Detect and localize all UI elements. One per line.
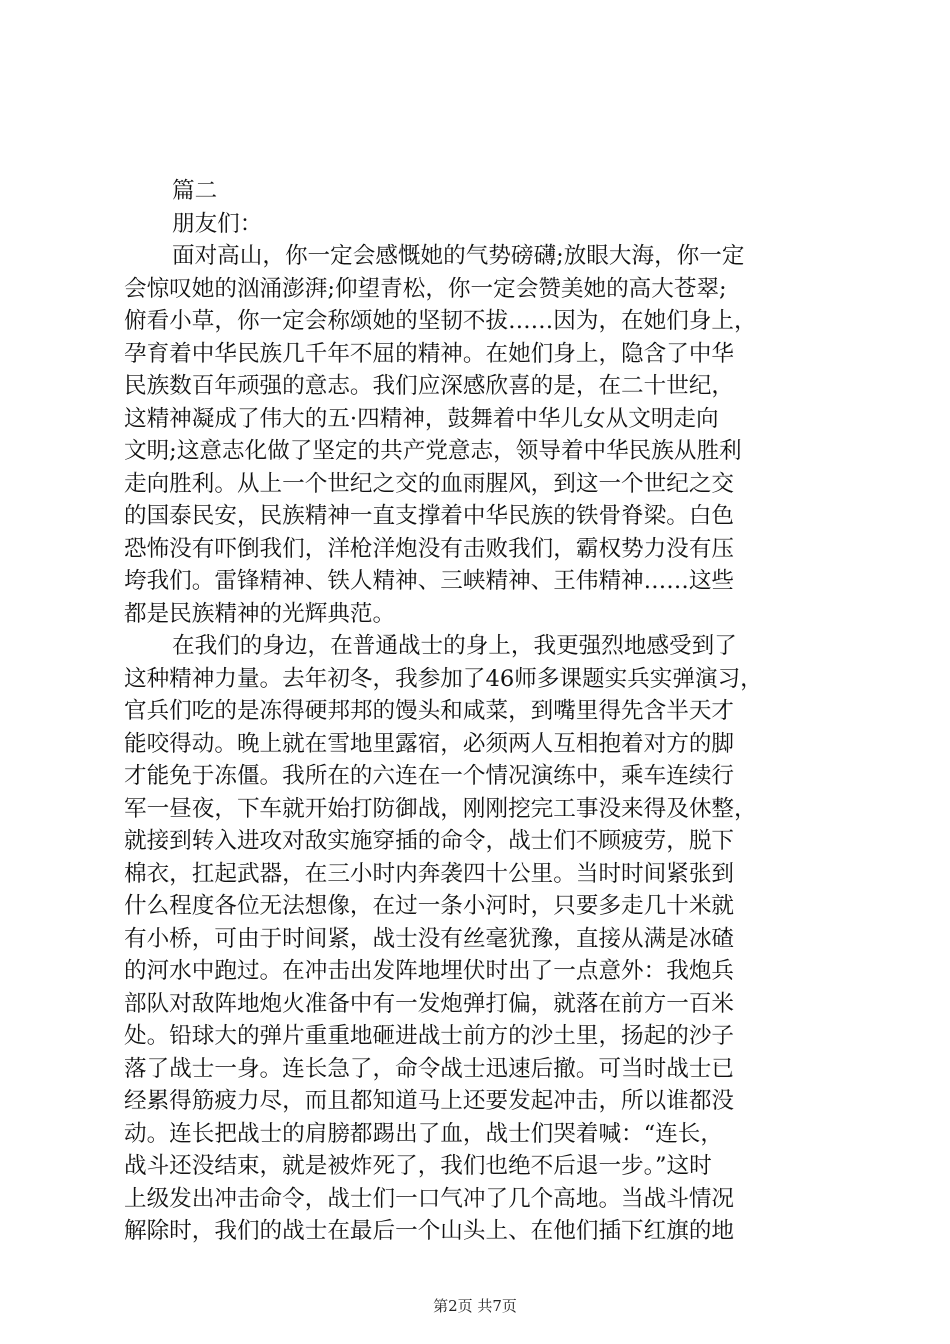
paragraph-line: 这种精神力量。去年初冬，我参加了46师多课题实兵实弹演习， [124,665,763,692]
paragraph-line: 上级发出冲击命令，战士们一口气冲了几个高地。当战斗情况 [124,1185,735,1212]
paragraph-line: 解除时，我们的战士在最后一个山头上、在他们插下红旗的地 [124,1218,735,1244]
paragraph-line: 恐怖没有吓倒我们，洋枪洋炮没有击败我们，霸权势力没有压 [124,535,735,562]
paragraph-line: 垮我们。雷锋精神、铁人精神、三峡精神、王伟精神……这些 [124,568,735,594]
paragraph-line: 部队对敌阵地炮火准备中有一发炮弹打偏，就落在前方一百米 [124,990,735,1017]
paragraph-line: 军一昼夜，下车就开始打防御战，刚刚挖完工事没来得及休整， [124,795,757,822]
paragraph-line: 面对高山，你一定会感慨她的气势磅礴;放眼大海，你一定 [172,243,745,269]
paragraph-line: 都是民族精神的光辉典范。 [124,600,396,627]
paragraph-1 [124,240,836,630]
paragraph-line: 处。铅球大的弹片重重地砸进战士前方的沙土里，扬起的沙子 [124,1023,735,1049]
paragraph-line: 战斗还没结束，就是被炸死了，我们也绝不后退一步。”这时 [124,1153,712,1179]
salutation: 朋友们： [172,210,263,237]
paragraph-line: 经累得筋疲力尽，而且都知道马上还要发起冲击，所以谁都没 [124,1088,735,1114]
paragraph-line: 的国泰民安，民族精神一直支撑着中华民族的铁骨脊梁。白色 [124,503,735,529]
paragraph-line: 孕育着中华民族几千年不屈的精神。在她们身上，隐含了中华 [124,340,735,367]
page-footer [0,1296,950,1316]
paragraph-line: 民族数百年顽强的意志。我们应深感欣喜的是，在二十世纪， [124,373,735,399]
paragraph-line: 落了战士一身。连长急了，命令战士迅速后撤。可当时战士已 [124,1055,735,1082]
paragraph-line: 这精神凝成了伟大的五·四精神，鼓舞着中华儿女从文明走向 [124,405,719,432]
page-indicator: 第2页 共7页 [433,1297,517,1315]
paragraph-line: 文明;这意志化做了坚定的共产党意志，领导着中华民族从胜利 [124,438,742,464]
paragraph-line: 什么程度各位无法想像，在过一条小河时，只要多走几十米就 [124,893,735,919]
paragraph-line: 在我们的身边，在普通战士的身上，我更强烈地感受到了 [172,633,737,659]
paragraph-line: 能咬得动。晚上就在雪地里露宿，必须两人互相抱着对方的脚 [124,730,735,757]
section-heading: 篇二 [172,178,218,204]
paragraph-line: 会惊叹她的汹涌澎湃;仰望青松，你一定会赞美她的高大苍翠; [124,275,727,302]
paragraph-line: 动。连长把战士的肩膀都踢出了血，战士们哭着喊：“连长， [124,1120,723,1147]
paragraph-line: 官兵们吃的是冻得硬邦邦的馒头和咸菜，到嘴里得先含半天才 [124,698,735,724]
paragraph-line: 才能免于冻僵。我所在的六连在一个情况演练中，乘车连续行 [124,763,735,789]
paragraph-line: 的河水中跑过。在冲击出发阵地埋伏时出了一点意外：我炮兵 [124,958,735,984]
paragraph-2 [124,630,836,1248]
paragraph-line: 俯看小草，你一定会称颂她的坚韧不拔……因为，在她们身上， [124,308,757,334]
paragraph-line: 就接到转入进攻对敌实施穿插的命令，战士们不顾疲劳，脱下 [124,828,735,854]
paragraph-line: 棉衣，扛起武器，在三小时内奔袭四十公里。当时时间紧张到 [124,860,735,887]
paragraph-line: 走向胜利。从上一个世纪之交的血雨腥风，到这一个世纪之交 [124,470,735,497]
paragraph-line: 有小桥，可由于时间紧，战士没有丝毫犹豫，直接从满是冰碴 [124,925,735,952]
document-body [124,175,836,1248]
